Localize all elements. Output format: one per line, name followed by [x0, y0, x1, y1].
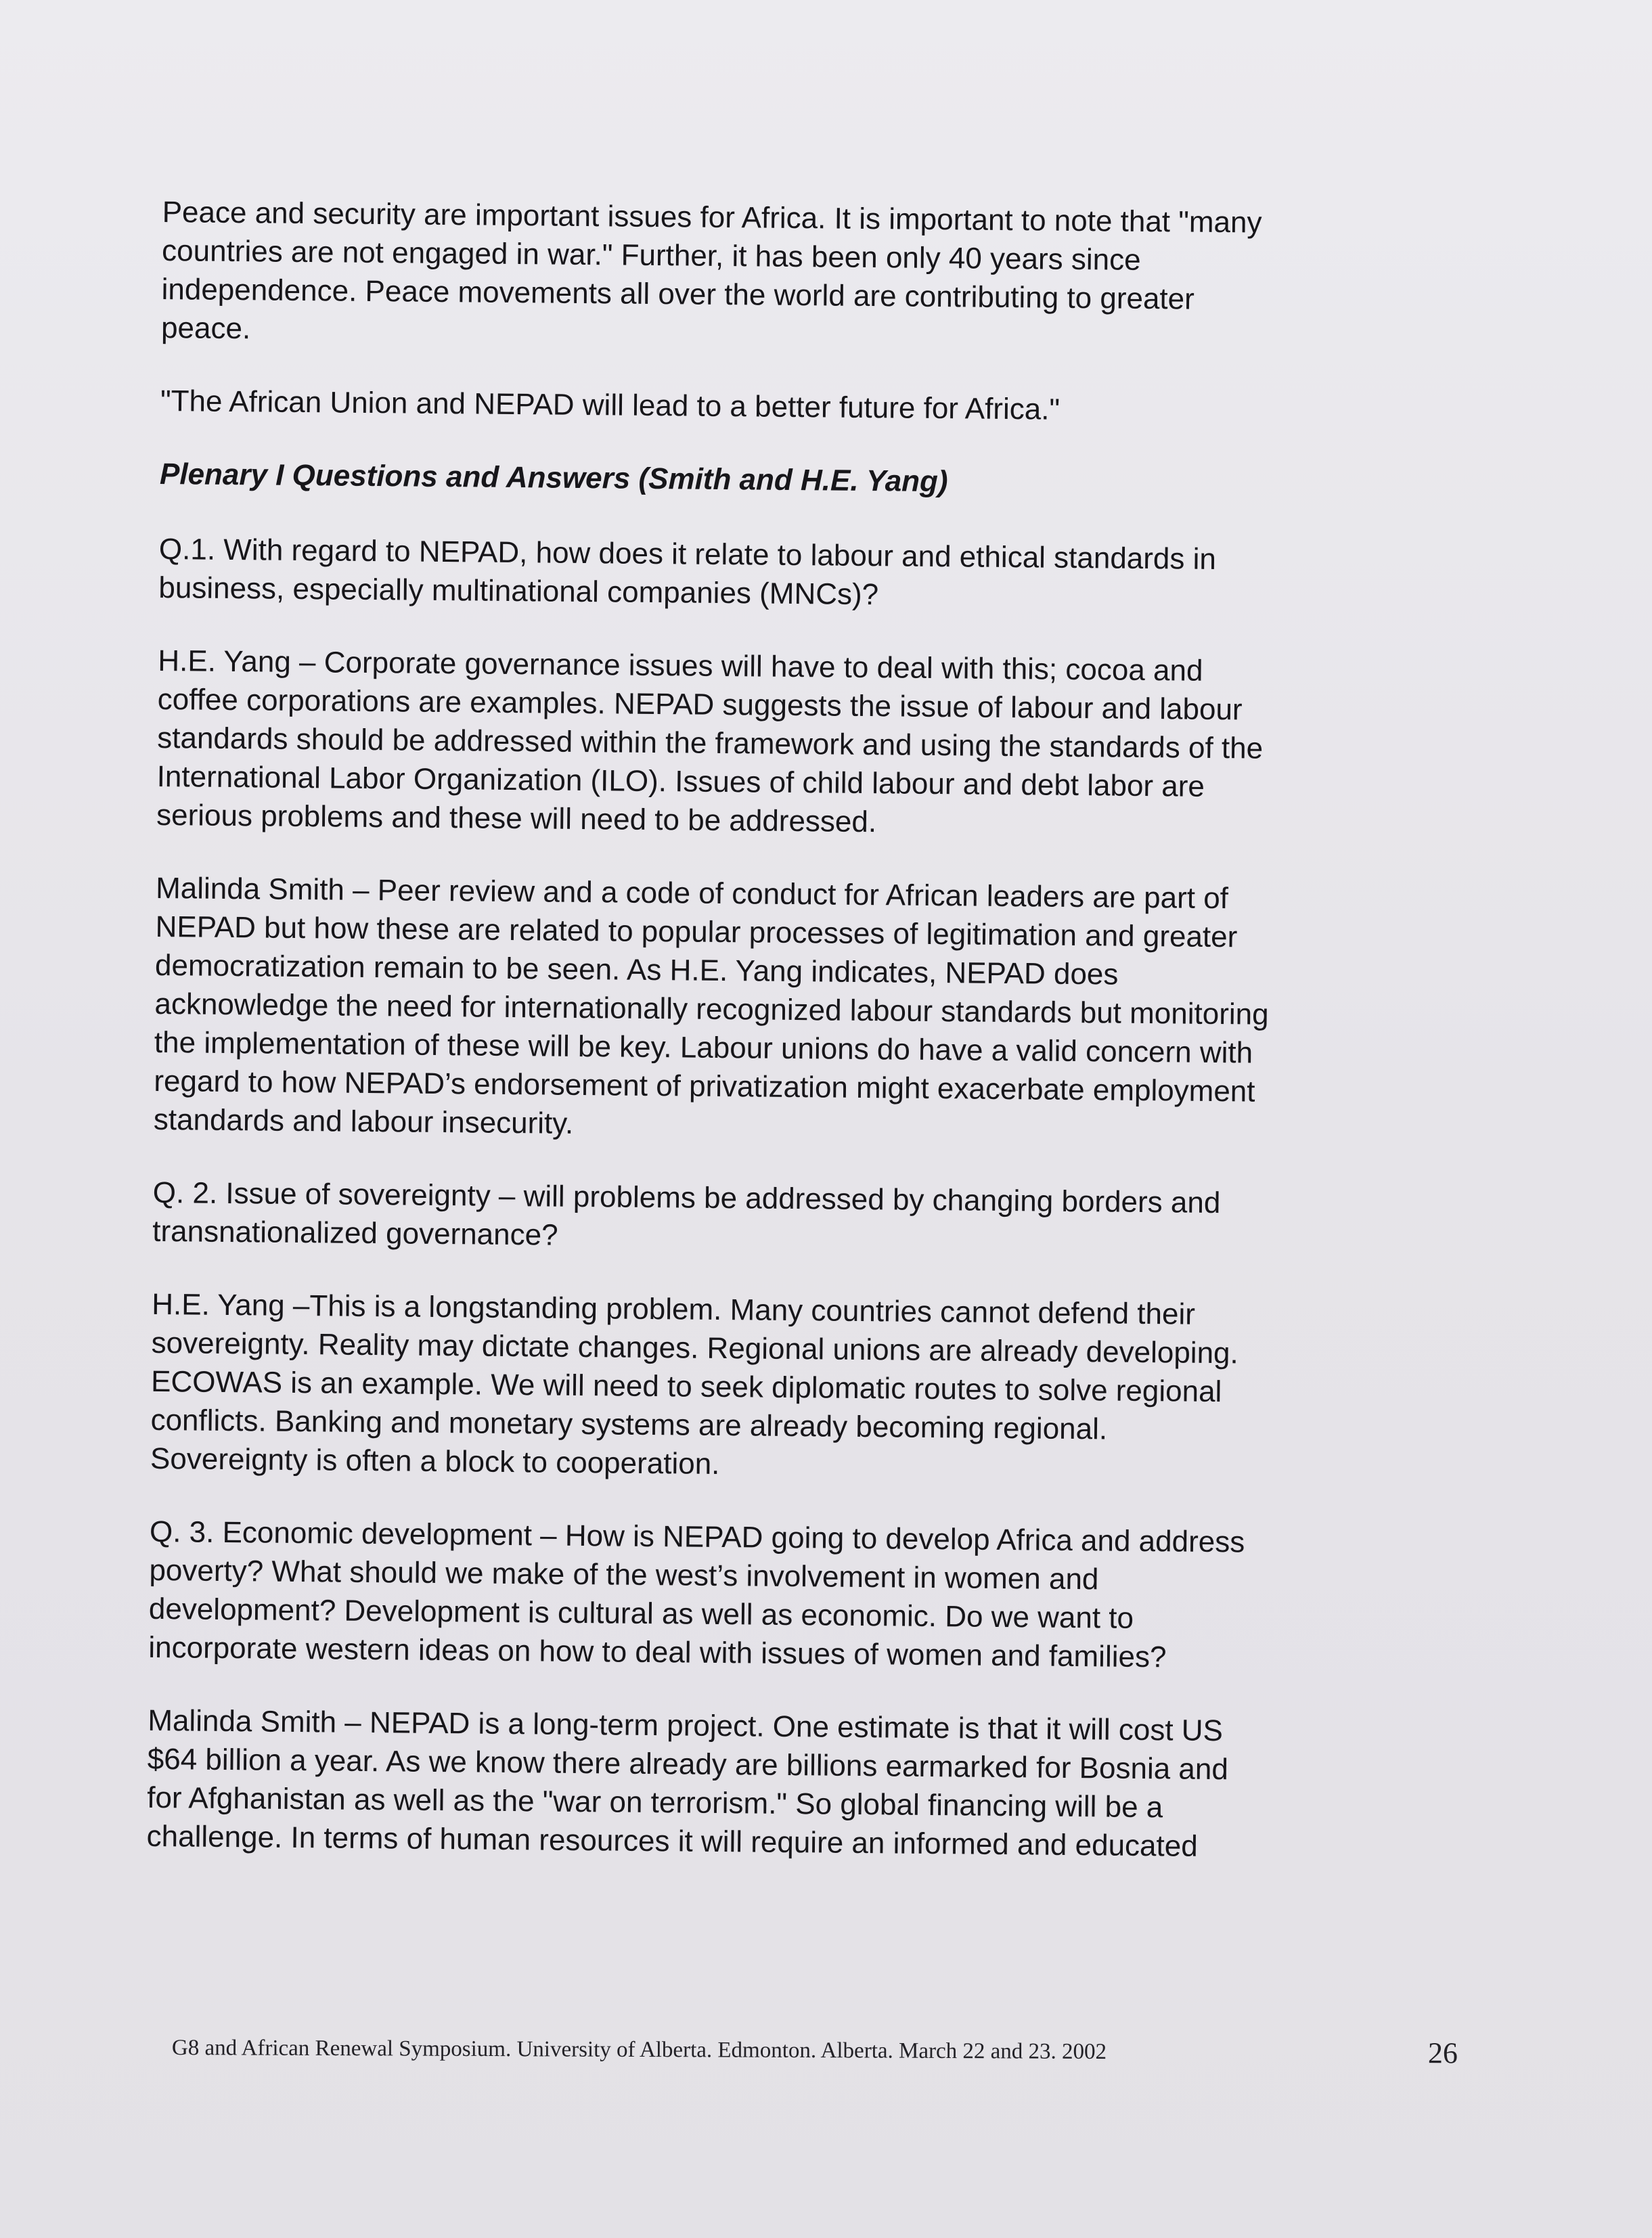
answer-2-yang: H.E. Yang –This is a longstanding problem. Many countries cannot defend their sovereignty. Reality may dictate changes. Regional unions are already developing. ECOWAS is an example. We will need to seek diplomatic routes to solve regional conflicts. Banking and monetary systems are already becoming regional. Sovereignty is often a block to cooperation. [150, 1287, 1238, 1481]
answer-1-smith: Malinda Smith – Peer review and a code of conduct for African leaders are part of NEPAD but how these are related to popular processes of legitimation and greater democratization remain to be seen. As H.E. Yang indicates, NEPAD does acknowledge the need for internationally recognized labour standards but monitoring the implementation of these will be key. Labour unions do have a valid concern with regard to how NEPAD’s endorsement of privatization might exacerbate employment standards and labour insecurity. [153, 871, 1269, 1140]
page-footer [171, 2036, 1458, 2070]
paragraph-peace-security: Peace and security are important issues for Africa. It is important to note that "many countries are not engaged in war." Further, it has been only 40 years since independence. Peace movements all over the world are contributing to greater peace. [160, 195, 1262, 346]
question-1: Q.1. With regard to NEPAD, how does it relate to labour and ethical standards in business, especially multinational companies (MNCs)? [158, 532, 1217, 612]
question-3: Q. 3. Economic development – How is NEPAD going to develop Africa and address poverty? What should we make of the west’s involvement in women and development? Development is cultural as well as economic. Do we want to incorporate western ideas on how to deal with issues of women and families? [148, 1515, 1245, 1674]
answer-1-yang: H.E. Yang – Corporate governance issues will have to deal with this; cocoa and coffee corporations are examples. NEPAD suggests the issue of labour and labour standards should be addressed within the framework and using the standards of the International Labor Organization (ILO). Issues of child labour and debt labor are serious problems and these will need to be addressed. [156, 644, 1264, 839]
page-number: 26 [1427, 2036, 1458, 2070]
section-heading: Plenary I Questions and Answers (Smith and H.E. Yang) [159, 457, 948, 499]
paragraph-african-union-quote: "The African Union and NEPAD will lead to a better future for Africa." [160, 384, 1061, 426]
answer-3-smith: Malinda Smith – NEPAD is a long-term project. One estimate is that it will cost US $64 billion a year. As we know there already are billions earmarked for Bosnia and for Afghanistan as well as the "war on terrorism." So global financing will be a challenge. In terms of human resources it will require an informed and educated [146, 1703, 1229, 1863]
footer-text: G8 and African Renewal Symposium. University of Alberta. Edmonton. Alberta. March 22 and 23. 2002 [171, 2036, 1107, 2065]
page-body [146, 193, 1448, 1902]
question-2: Q. 2. Issue of sovereignty – will problems be addressed by changing borders and transnationalized governance? [152, 1176, 1221, 1252]
